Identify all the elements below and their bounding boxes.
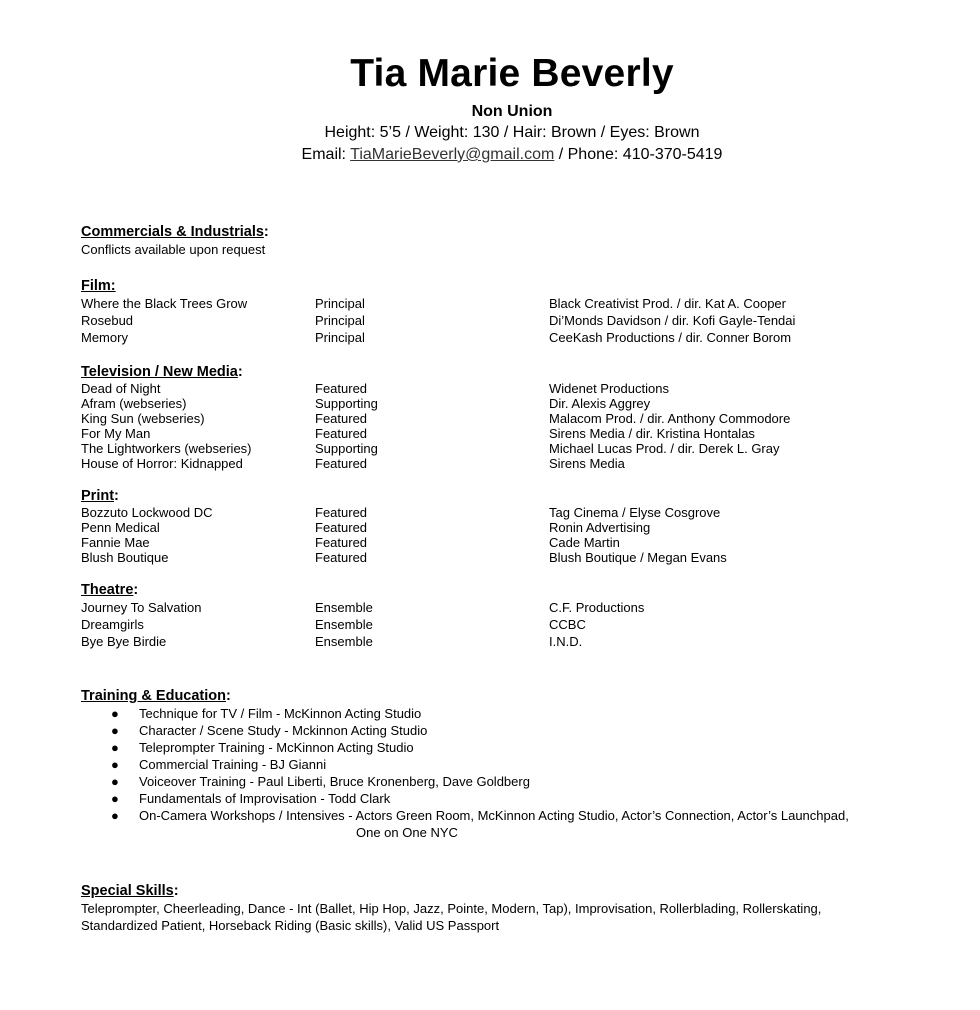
credit-company: I.N.D. [549,634,583,649]
training-item-text: On-Camera Workshops / Intensives - Actors Green Room, McKinnon Acting Studio, Actor’s Connection, Actor’s Launchpad, [139,808,849,823]
credit-company: CeeKash Productions / dir. Conner Borom [549,330,792,345]
credit-company: Sirens Media [549,456,625,471]
credit-title: Penn Medical [81,520,160,535]
print-heading: Print: [81,488,119,504]
credit-title: King Sun (webseries) [81,411,205,426]
credit-role: Featured [315,550,368,565]
credit-title: Memory [81,330,128,345]
training-item-text: Technique for TV / Film - McKinnon Acting Studio [139,706,422,721]
skills-heading: Special Skills: [81,883,179,899]
union-status: Non Union [471,103,553,120]
television-heading: Television / New Media: [81,364,243,380]
bullet-icon: ● [111,757,119,772]
credit-company: Widenet Productions [549,381,669,396]
credit-title: Blush Boutique [81,550,169,565]
commercials-section [81,223,941,258]
credit-row [81,616,941,633]
credit-row [81,535,941,550]
credit-row [81,411,941,426]
credit-row [81,441,941,456]
credit-title: Where the Black Trees Grow [81,296,248,311]
credit-row [81,381,941,396]
credit-role: Principal [315,296,365,311]
commercials-note: Conflicts available upon request [81,242,266,257]
bullet-icon: ● [111,706,119,721]
physical-stats: Height: 5’5 / Weight: 130 / Hair: Brown / Eyes: Brown [324,124,700,141]
print-rows [81,505,941,565]
credit-role: Featured [315,505,368,520]
credit-company: Di’Monds Davidson / dir. Kofi Gayle-Tendai [549,313,796,328]
training-item [81,739,941,756]
credit-role: Supporting [315,441,378,456]
credit-row [81,312,941,329]
credit-role: Featured [315,381,368,396]
credit-company: Malacom Prod. / dir. Anthony Commodore [549,411,791,426]
credit-company: Sirens Media / dir. Kristina Hontalas [549,426,755,441]
credit-row [81,456,941,471]
email-label: Email: [301,146,351,163]
contact-line [0,146,980,164]
theatre-section [81,581,941,650]
credit-row [81,396,941,411]
credit-role: Featured [315,535,368,550]
credit-row [81,550,941,565]
credit-title: Afram (webseries) [81,396,187,411]
phone-text: / Phone: 410-370-5419 [554,146,723,163]
skills-section [81,882,941,934]
television-rows [81,381,941,471]
credit-role: Featured [315,411,368,426]
film-section [81,277,941,346]
bullet-icon: ● [111,808,119,823]
bullet-icon: ● [111,791,119,806]
credit-row [81,505,941,520]
training-item-text: Teleprompter Training - McKinnon Acting Studio [139,740,414,755]
credit-company: Blush Boutique / Megan Evans [549,550,727,565]
credit-role: Featured [315,456,368,471]
training-item [81,807,941,841]
credit-row [81,295,941,312]
credit-company: Dir. Alexis Aggrey [549,396,651,411]
credit-title: Bozzuto Lockwood DC [81,505,213,520]
credit-row [81,426,941,441]
theatre-heading: Theatre: [81,582,139,598]
credit-company: C.F. Productions [549,600,645,615]
training-list [81,705,941,841]
credit-title: Bye Bye Birdie [81,634,167,649]
credit-company: Ronin Advertising [549,520,651,535]
training-item-text: Commercial Training - BJ Gianni [139,757,327,772]
actor-name: Tia Marie Beverly [350,52,674,95]
training-heading: Training & Education: [81,688,231,704]
film-rows [81,295,941,346]
credit-title: Dead of Night [81,381,161,396]
credit-row [81,329,941,346]
credit-company: Tag Cinema / Elyse Cosgrove [549,505,721,520]
training-item-text: Character / Scene Study - Mckinnon Acting Studio [139,723,428,738]
credit-role: Principal [315,313,365,328]
training-item [81,773,941,790]
bullet-icon: ● [111,723,119,738]
training-item [81,705,941,722]
credit-row [81,633,941,650]
credit-role: Ensemble [315,634,373,649]
bullet-icon: ● [111,774,119,789]
credit-role: Featured [315,426,368,441]
credit-role: Ensemble [315,617,373,632]
credit-role: Supporting [315,396,378,411]
email-link[interactable]: TiaMarieBeverly@gmail.com [350,146,555,163]
credit-title: The Lightworkers (webseries) [81,441,252,456]
bullet-icon: ● [111,740,119,755]
training-item-text: Fundamentals of Improvisation - Todd Clark [139,791,391,806]
credit-company: CCBC [549,617,586,632]
credit-company: Cade Martin [549,535,620,550]
credit-title: Rosebud [81,313,134,328]
film-heading: Film: [81,278,116,294]
credit-role: Featured [315,520,368,535]
credit-row [81,599,941,616]
credit-title: Fannie Mae [81,535,150,550]
credit-row [81,520,941,535]
credit-title: For My Man [81,426,151,441]
training-section [81,687,941,841]
credit-role: Ensemble [315,600,373,615]
commercials-heading: Commercials & Industrials: [81,224,269,240]
credit-title: House of Horror: Kidnapped [81,456,243,471]
training-item [81,790,941,807]
credit-title: Journey To Salvation [81,600,202,615]
training-item [81,722,941,739]
skills-text: Teleprompter, Cheerleading, Dance - Int (Ballet, Hip Hop, Jazz, Pointe, Modern, Tap), Improvisation, Rollerblading, Rollerskating, Standardized Patient, Horseback Riding (Basic skills), Valid US Passport [81,901,822,933]
training-item [81,756,941,773]
training-item-continuation: One on One NYC [356,825,458,840]
television-section [81,363,941,471]
theatre-rows [81,599,941,650]
credit-company: Michael Lucas Prod. / dir. Derek L. Gray [549,441,780,456]
print-section [81,487,941,565]
training-item-text: Voiceover Training - Paul Liberti, Bruce Kronenberg, Dave Goldberg [139,774,530,789]
credit-title: Dreamgirls [81,617,144,632]
credit-role: Principal [315,330,365,345]
credit-company: Black Creativist Prod. / dir. Kat A. Cooper [549,296,786,311]
